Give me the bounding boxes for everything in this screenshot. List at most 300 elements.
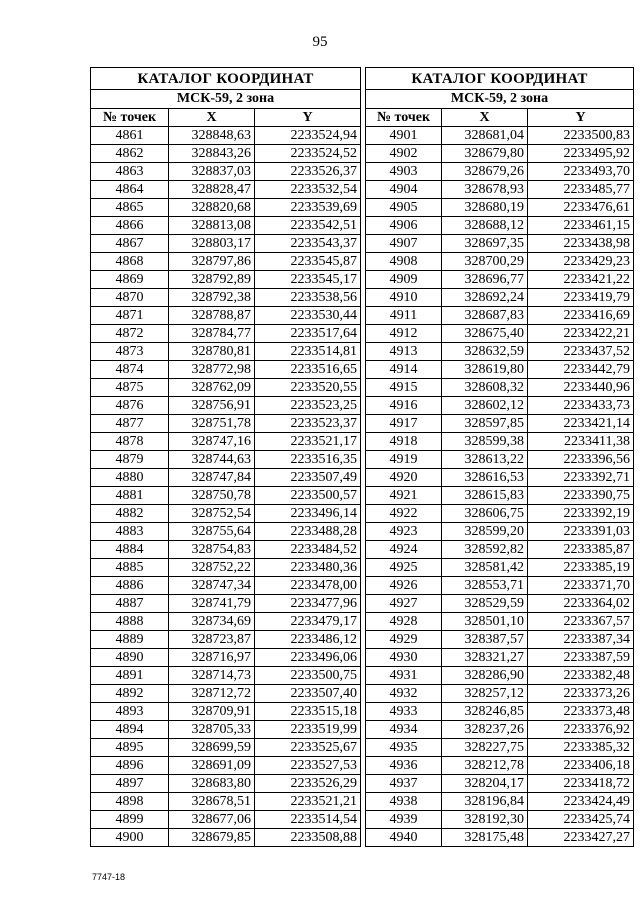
y-coordinate-cell: 2233532,54 [255,181,361,199]
table-row [91,829,361,847]
table-row [91,415,361,433]
point-number-cell: 4917 [366,415,442,433]
point-number-cell: 4875 [91,379,169,397]
point-number-cell: 4930 [366,649,442,667]
x-coordinate-cell: 328754,83 [169,541,255,559]
point-number-cell: 4902 [366,145,442,163]
table-row [366,451,634,469]
y-coordinate-cell: 2233392,19 [528,505,634,523]
table-row [366,271,634,289]
y-coordinate-cell: 2233524,52 [255,145,361,163]
point-number-cell: 4884 [91,541,169,559]
point-number-cell: 4907 [366,235,442,253]
x-coordinate-cell: 328619,80 [442,361,528,379]
table-row [91,487,361,505]
y-coordinate-cell: 2233390,75 [528,487,634,505]
catalog-subtitle: МСК-59, 2 зона [366,90,634,109]
x-coordinate-cell: 328837,03 [169,163,255,181]
x-coordinate-cell: 328581,42 [442,559,528,577]
table-row [91,199,361,217]
point-number-cell: 4911 [366,307,442,325]
y-coordinate-cell: 2233484,52 [255,541,361,559]
x-coordinate-cell: 328632,59 [442,343,528,361]
y-coordinate-cell: 2233514,54 [255,811,361,829]
point-number-cell: 4892 [91,685,169,703]
catalog-body [366,127,634,847]
x-coordinate-cell: 328803,17 [169,235,255,253]
y-coordinate-cell: 2233373,48 [528,703,634,721]
point-number-cell: 4883 [91,523,169,541]
x-coordinate-cell: 328678,51 [169,793,255,811]
x-coordinate-cell: 328700,29 [442,253,528,271]
y-coordinate-cell: 2233427,27 [528,829,634,847]
table-row [91,541,361,559]
y-coordinate-cell: 2233521,21 [255,793,361,811]
table-row [366,487,634,505]
y-coordinate-cell: 2233406,18 [528,757,634,775]
y-coordinate-cell: 2233539,69 [255,199,361,217]
y-coordinate-cell: 2233476,61 [528,199,634,217]
point-number-cell: 4934 [366,721,442,739]
table-row [366,829,634,847]
table-row [366,235,634,253]
table-row [366,433,634,451]
point-number-cell: 4938 [366,793,442,811]
point-number-cell: 4922 [366,505,442,523]
table-row [366,649,634,667]
point-number-cell: 4906 [366,217,442,235]
point-number-cell: 4935 [366,739,442,757]
catalog-body [91,127,361,847]
point-number-cell: 4869 [91,271,169,289]
x-coordinate-cell: 328196,84 [442,793,528,811]
x-coordinate-cell: 328843,26 [169,145,255,163]
point-number-cell: 4936 [366,757,442,775]
table-row [91,631,361,649]
y-coordinate-cell: 2233527,53 [255,757,361,775]
table-row [366,469,634,487]
x-coordinate-cell: 328747,84 [169,469,255,487]
x-coordinate-cell: 328780,81 [169,343,255,361]
point-number-cell: 4879 [91,451,169,469]
point-number-cell: 4894 [91,721,169,739]
y-coordinate-cell: 2233521,17 [255,433,361,451]
point-number-cell: 4867 [91,235,169,253]
point-number-cell: 4877 [91,415,169,433]
table-row [366,577,634,595]
x-coordinate-cell: 328744,63 [169,451,255,469]
point-number-cell: 4915 [366,379,442,397]
point-number-cell: 4908 [366,253,442,271]
table-row [91,703,361,721]
table-row [366,253,634,271]
point-number-cell: 4927 [366,595,442,613]
point-number-cell: 4865 [91,199,169,217]
table-row [366,397,634,415]
point-number-cell: 4923 [366,523,442,541]
x-coordinate-cell: 328699,59 [169,739,255,757]
y-coordinate-cell: 2233507,40 [255,685,361,703]
table-row [366,199,634,217]
y-coordinate-cell: 2233526,37 [255,163,361,181]
table-row [91,397,361,415]
table-row [91,361,361,379]
y-coordinate-cell: 2233411,38 [528,433,634,451]
y-coordinate-cell: 2233364,02 [528,595,634,613]
table-row [366,721,634,739]
y-coordinate-cell: 2233545,17 [255,271,361,289]
point-number-cell: 4937 [366,775,442,793]
x-coordinate-cell: 328828,47 [169,181,255,199]
column-header-y: Y [528,109,634,127]
table-row [366,307,634,325]
y-coordinate-cell: 2233524,94 [255,127,361,145]
point-number-cell: 4913 [366,343,442,361]
x-coordinate-cell: 328683,80 [169,775,255,793]
point-number-cell: 4862 [91,145,169,163]
table-row [91,253,361,271]
y-coordinate-cell: 2233391,03 [528,523,634,541]
x-coordinate-cell: 328697,35 [442,235,528,253]
point-number-cell: 4928 [366,613,442,631]
y-coordinate-cell: 2233478,00 [255,577,361,595]
table-row [366,631,634,649]
table-row [366,325,634,343]
point-number-cell: 4918 [366,433,442,451]
x-coordinate-cell: 328747,34 [169,577,255,595]
table-row [366,361,634,379]
y-coordinate-cell: 2233385,32 [528,739,634,757]
table-row [91,685,361,703]
y-coordinate-cell: 2233542,51 [255,217,361,235]
x-coordinate-cell: 328848,63 [169,127,255,145]
y-coordinate-cell: 2233526,29 [255,775,361,793]
x-coordinate-cell: 328696,77 [442,271,528,289]
table-row [91,649,361,667]
x-coordinate-cell: 328716,97 [169,649,255,667]
coordinate-catalog-left [90,67,361,847]
y-coordinate-cell: 2233538,56 [255,289,361,307]
catalog-title: КАТАЛОГ КООРДИНАТ [91,68,361,90]
point-number-cell: 4897 [91,775,169,793]
x-coordinate-cell: 328175,48 [442,829,528,847]
y-coordinate-cell: 2233525,67 [255,739,361,757]
table-row [366,505,634,523]
x-coordinate-cell: 328679,85 [169,829,255,847]
y-coordinate-cell: 2233422,21 [528,325,634,343]
x-coordinate-cell: 328712,72 [169,685,255,703]
x-coordinate-cell: 328257,12 [442,685,528,703]
point-number-cell: 4896 [91,757,169,775]
y-coordinate-cell: 2233418,72 [528,775,634,793]
point-number-cell: 4920 [366,469,442,487]
x-coordinate-cell: 328678,93 [442,181,528,199]
x-coordinate-cell: 328755,64 [169,523,255,541]
y-coordinate-cell: 2233382,48 [528,667,634,685]
point-number-cell: 4895 [91,739,169,757]
point-number-cell: 4891 [91,667,169,685]
table-row [91,757,361,775]
y-coordinate-cell: 2233496,14 [255,505,361,523]
y-coordinate-cell: 2233424,49 [528,793,634,811]
table-row [91,811,361,829]
y-coordinate-cell: 2233433,73 [528,397,634,415]
x-coordinate-cell: 328553,71 [442,577,528,595]
y-coordinate-cell: 2233477,96 [255,595,361,613]
point-number-cell: 4931 [366,667,442,685]
x-coordinate-cell: 328681,04 [442,127,528,145]
x-coordinate-cell: 328772,98 [169,361,255,379]
point-number-cell: 4881 [91,487,169,505]
x-coordinate-cell: 328792,89 [169,271,255,289]
x-coordinate-cell: 328723,87 [169,631,255,649]
table-row [91,163,361,181]
x-coordinate-cell: 328820,68 [169,199,255,217]
table-row [91,235,361,253]
y-coordinate-cell: 2233421,22 [528,271,634,289]
y-coordinate-cell: 2233523,25 [255,397,361,415]
point-number-cell: 4878 [91,433,169,451]
x-coordinate-cell: 328784,77 [169,325,255,343]
point-number-cell: 4901 [366,127,442,145]
x-coordinate-cell: 328321,27 [442,649,528,667]
table-row [366,685,634,703]
table-row [91,793,361,811]
table-row [91,307,361,325]
point-number-cell: 4868 [91,253,169,271]
table-row [366,595,634,613]
y-coordinate-cell: 2233392,71 [528,469,634,487]
y-coordinate-cell: 2233425,74 [528,811,634,829]
x-coordinate-cell: 328286,90 [442,667,528,685]
y-coordinate-cell: 2233437,52 [528,343,634,361]
y-coordinate-cell: 2233507,49 [255,469,361,487]
y-coordinate-cell: 2233371,70 [528,577,634,595]
point-number-cell: 4905 [366,199,442,217]
column-header-point-number: № точек [91,109,169,127]
point-number-cell: 4909 [366,271,442,289]
y-coordinate-cell: 2233516,35 [255,451,361,469]
x-coordinate-cell: 328677,06 [169,811,255,829]
table-row [366,703,634,721]
y-coordinate-cell: 2233385,19 [528,559,634,577]
x-coordinate-cell: 328675,40 [442,325,528,343]
point-number-cell: 4871 [91,307,169,325]
x-coordinate-cell: 328687,83 [442,307,528,325]
y-coordinate-cell: 2233500,83 [528,127,634,145]
column-header-point-number: № точек [366,109,442,127]
table-row [91,451,361,469]
x-coordinate-cell: 328691,09 [169,757,255,775]
table-row [366,145,634,163]
point-number-cell: 4863 [91,163,169,181]
point-number-cell: 4929 [366,631,442,649]
table-row [366,757,634,775]
x-coordinate-cell: 328792,38 [169,289,255,307]
table-row [91,739,361,757]
x-coordinate-cell: 328246,85 [442,703,528,721]
point-number-cell: 4888 [91,613,169,631]
y-coordinate-cell: 2233514,81 [255,343,361,361]
point-number-cell: 4893 [91,703,169,721]
table-row [366,415,634,433]
y-coordinate-cell: 2233523,37 [255,415,361,433]
table-row [366,217,634,235]
point-number-cell: 4933 [366,703,442,721]
x-coordinate-cell: 328680,19 [442,199,528,217]
point-number-cell: 4876 [91,397,169,415]
catalog-title: КАТАЛОГ КООРДИНАТ [366,68,634,90]
table-row [91,343,361,361]
table-row [91,325,361,343]
x-coordinate-cell: 328752,54 [169,505,255,523]
x-coordinate-cell: 328679,80 [442,145,528,163]
x-coordinate-cell: 328747,16 [169,433,255,451]
y-coordinate-cell: 2233486,12 [255,631,361,649]
point-number-cell: 4899 [91,811,169,829]
table-row [91,775,361,793]
point-number-cell: 4870 [91,289,169,307]
y-coordinate-cell: 2233519,99 [255,721,361,739]
table-row [91,379,361,397]
document-code: 7747-18 [92,872,126,882]
x-coordinate-cell: 328751,78 [169,415,255,433]
table-row [366,541,634,559]
point-number-cell: 4890 [91,649,169,667]
table-row [91,271,361,289]
x-coordinate-cell: 328709,91 [169,703,255,721]
y-coordinate-cell: 2233516,65 [255,361,361,379]
x-coordinate-cell: 328599,20 [442,523,528,541]
table-row [366,793,634,811]
point-number-cell: 4887 [91,595,169,613]
point-number-cell: 4925 [366,559,442,577]
table-row [91,667,361,685]
x-coordinate-cell: 328788,87 [169,307,255,325]
point-number-cell: 4912 [366,325,442,343]
table-row [91,145,361,163]
point-number-cell: 4898 [91,793,169,811]
x-coordinate-cell: 328734,69 [169,613,255,631]
x-coordinate-cell: 328529,59 [442,595,528,613]
point-number-cell: 4864 [91,181,169,199]
table-row [91,181,361,199]
table-row [366,181,634,199]
y-coordinate-cell: 2233385,87 [528,541,634,559]
x-coordinate-cell: 328606,75 [442,505,528,523]
point-number-cell: 4940 [366,829,442,847]
point-number-cell: 4886 [91,577,169,595]
y-coordinate-cell: 2233429,23 [528,253,634,271]
point-number-cell: 4874 [91,361,169,379]
x-coordinate-cell: 328592,82 [442,541,528,559]
point-number-cell: 4882 [91,505,169,523]
table-row [366,613,634,631]
table-row [91,469,361,487]
x-coordinate-cell: 328615,83 [442,487,528,505]
x-coordinate-cell: 328602,12 [442,397,528,415]
x-coordinate-cell: 328237,26 [442,721,528,739]
table-row [366,739,634,757]
y-coordinate-cell: 2233495,92 [528,145,634,163]
x-coordinate-cell: 328597,85 [442,415,528,433]
x-coordinate-cell: 328608,32 [442,379,528,397]
point-number-cell: 4919 [366,451,442,469]
x-coordinate-cell: 328797,86 [169,253,255,271]
y-coordinate-cell: 2233442,79 [528,361,634,379]
point-number-cell: 4903 [366,163,442,181]
x-coordinate-cell: 328616,53 [442,469,528,487]
y-coordinate-cell: 2233419,79 [528,289,634,307]
table-row [366,379,634,397]
table-row [366,775,634,793]
table-row [366,163,634,181]
y-coordinate-cell: 2233421,14 [528,415,634,433]
point-number-cell: 4885 [91,559,169,577]
y-coordinate-cell: 2233396,56 [528,451,634,469]
y-coordinate-cell: 2233493,70 [528,163,634,181]
table-row [366,523,634,541]
y-coordinate-cell: 2233488,28 [255,523,361,541]
y-coordinate-cell: 2233485,77 [528,181,634,199]
point-number-cell: 4880 [91,469,169,487]
point-number-cell: 4932 [366,685,442,703]
x-coordinate-cell: 328613,22 [442,451,528,469]
column-header-x: X [169,109,255,127]
x-coordinate-cell: 328599,38 [442,433,528,451]
table-row [91,595,361,613]
x-coordinate-cell: 328212,78 [442,757,528,775]
table-row [91,505,361,523]
y-coordinate-cell: 2233387,59 [528,649,634,667]
x-coordinate-cell: 328813,08 [169,217,255,235]
y-coordinate-cell: 2233479,17 [255,613,361,631]
table-row [91,721,361,739]
point-number-cell: 4910 [366,289,442,307]
y-coordinate-cell: 2233416,69 [528,307,634,325]
x-coordinate-cell: 328501,10 [442,613,528,631]
point-number-cell: 4861 [91,127,169,145]
x-coordinate-cell: 328756,91 [169,397,255,415]
x-coordinate-cell: 328387,57 [442,631,528,649]
table-row [91,433,361,451]
y-coordinate-cell: 2233438,98 [528,235,634,253]
table-row [366,811,634,829]
y-coordinate-cell: 2233461,15 [528,217,634,235]
point-number-cell: 4866 [91,217,169,235]
x-coordinate-cell: 328714,73 [169,667,255,685]
table-row [91,613,361,631]
x-coordinate-cell: 328705,33 [169,721,255,739]
table-row [366,559,634,577]
y-coordinate-cell: 2233543,37 [255,235,361,253]
x-coordinate-cell: 328688,12 [442,217,528,235]
y-coordinate-cell: 2233520,55 [255,379,361,397]
column-header-y: Y [255,109,361,127]
x-coordinate-cell: 328192,30 [442,811,528,829]
table-row [366,289,634,307]
point-number-cell: 4900 [91,829,169,847]
y-coordinate-cell: 2233480,36 [255,559,361,577]
table-row [366,343,634,361]
x-coordinate-cell: 328752,22 [169,559,255,577]
coordinate-catalog-right [365,67,634,847]
y-coordinate-cell: 2233500,57 [255,487,361,505]
point-number-cell: 4916 [366,397,442,415]
y-coordinate-cell: 2233496,06 [255,649,361,667]
x-coordinate-cell: 328750,78 [169,487,255,505]
y-coordinate-cell: 2233387,34 [528,631,634,649]
